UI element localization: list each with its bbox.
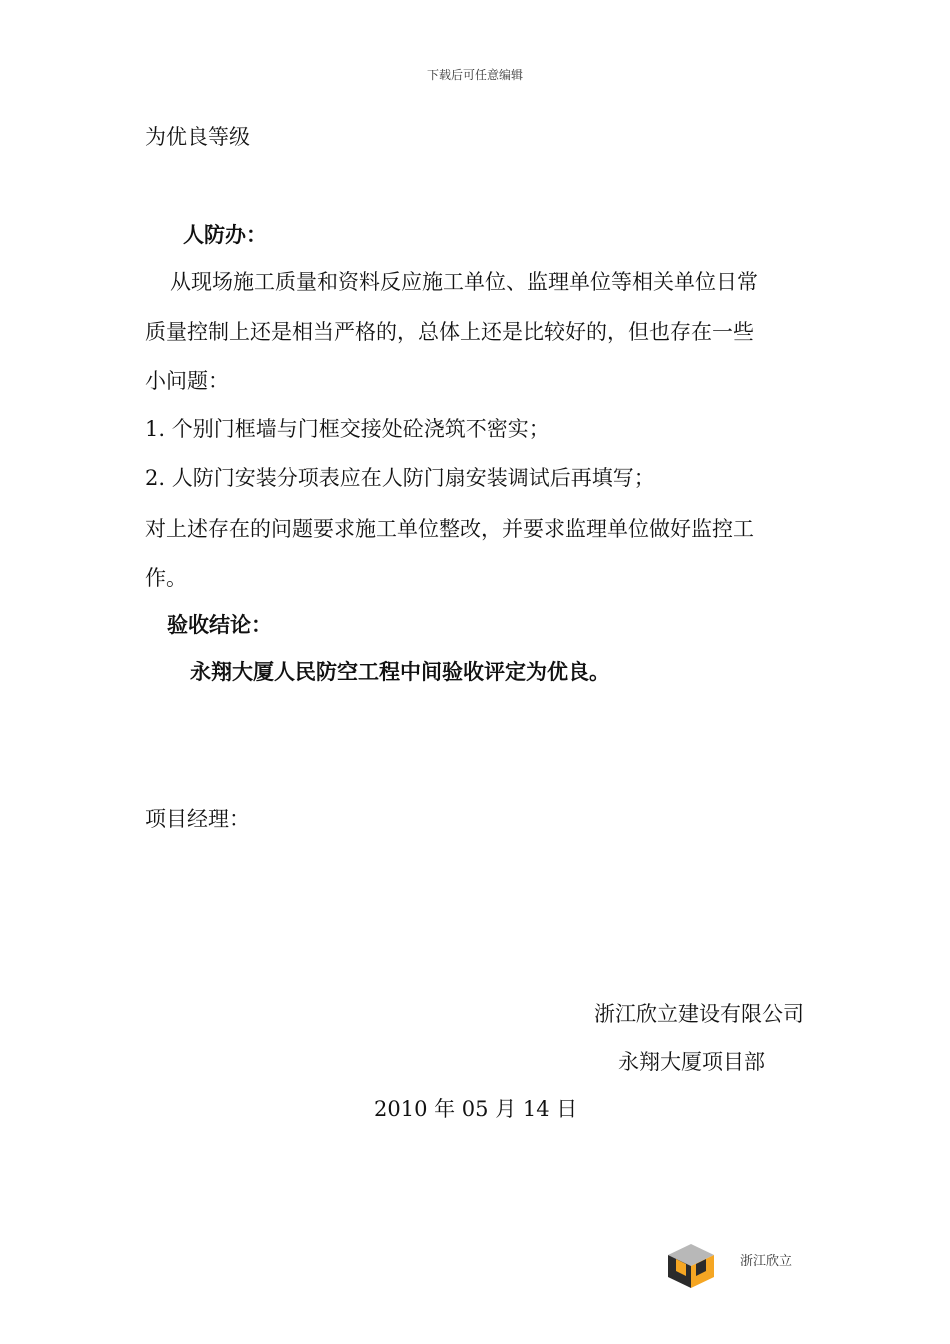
- signature-company: 浙江欣立建设有限公司: [594, 1002, 804, 1026]
- signature-date: 2010 年 05 月 14 日: [374, 1097, 578, 1121]
- conclusion-text: 永翔大厦人民防空工程中间验收评定为优良。: [190, 659, 610, 684]
- paragraph-1-line-2: 质量控制上还是相当严格的，总体上还是比较好的，但也存在一些: [145, 320, 754, 344]
- issue-item-2: 2. 人防门安装分项表应在人防门扇安装调试后再填写；: [145, 466, 655, 490]
- section-heading-civil-defense: 人防办：: [183, 222, 267, 247]
- paragraph-2-line-1: 对上述存在的问题要求施工单位整改，并要求监理单位做好监控工: [145, 517, 754, 541]
- paragraph-1-line-1: 从现场施工质量和资料反应施工单位、监理单位等相关单位日常: [170, 270, 758, 294]
- footer-brand: 浙江欣立: [740, 1254, 793, 1269]
- cube-logo-icon: [666, 1242, 716, 1290]
- issue-item-1: 1. 个别门框墙与门框交接处砼浇筑不密实；: [145, 417, 550, 441]
- conclusion-heading: 验收结论：: [167, 612, 272, 637]
- paragraph-2-line-2: 作。: [145, 566, 187, 590]
- continued-text-line: 为优良等级: [145, 125, 250, 149]
- signature-department: 永翔大厦项目部: [618, 1050, 765, 1074]
- paragraph-1-line-3: 小问题：: [145, 369, 229, 393]
- project-manager-label: 项目经理：: [145, 807, 250, 831]
- header-note: 下载后可任意编辑: [426, 68, 523, 82]
